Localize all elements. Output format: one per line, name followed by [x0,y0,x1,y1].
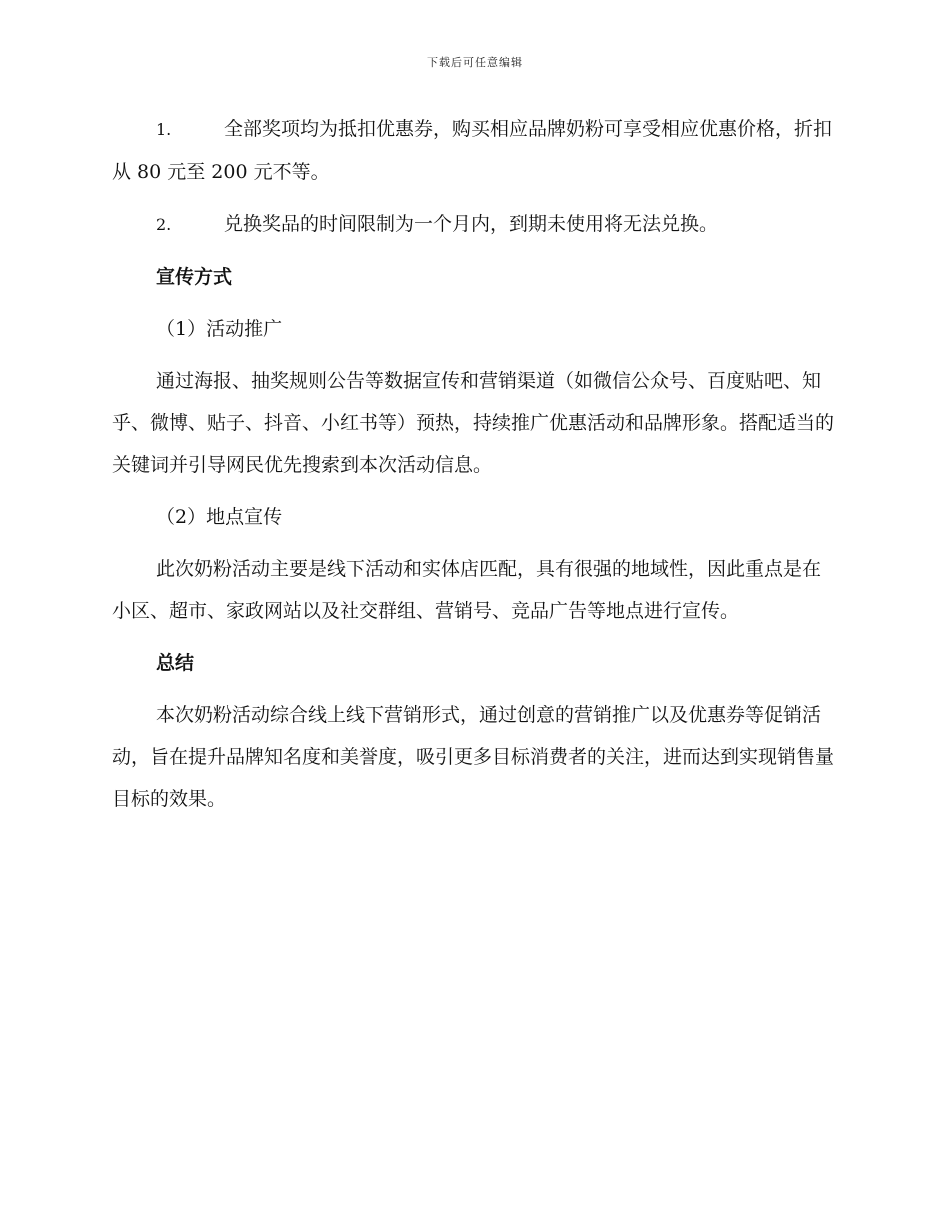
paragraph-summary: 本次奶粉活动综合线上线下营销形式，通过创意的营销推广以及优惠券等促销活动，旨在提升品牌知名度和美誉度，吸引更多目标消费者的关注，进而达到实现销售量目标的效果。 [112,704,835,810]
list-item [112,203,834,246]
list-item-number: 2. [156,215,172,234]
section-heading-promotion: 宣传方式 [156,266,233,288]
list-item-text: 兑换奖品的时间限制为一个月内，到期未使用将无法兑换。 [224,213,719,235]
page-header: 下载后可任意编辑 [427,56,523,69]
subheading-online-promotion: （1）活动推广 [156,318,283,340]
list-item-number: 1. [156,120,172,139]
list-item [112,108,834,193]
list-item-text: 全部奖项均为抵扣优惠券，购买相应品牌奶粉可享受相应优惠价格，折扣从 80 元至 200 元不等。 [112,118,833,183]
section-heading-summary: 总结 [156,652,195,674]
paragraph-location-promotion: 此次奶粉活动主要是线下活动和实体店匹配，具有很强的地域性，因此重点是在小区、超市、家政网站以及社交群组、营销号、竞品广告等地点进行宣传。 [112,558,822,622]
paragraph-online-promotion: 通过海报、抽奖规则公告等数据宣传和营销渠道（如微信公众号、百度贴吧、知乎、微博、贴子、抖音、小红书等）预热，持续推广优惠活动和品牌形象。搭配适当的关键词并引导网民优先搜索到本次活动信息。 [112,370,835,476]
document-body [112,108,834,830]
subheading-location-promotion: （2）地点宣传 [156,506,283,528]
